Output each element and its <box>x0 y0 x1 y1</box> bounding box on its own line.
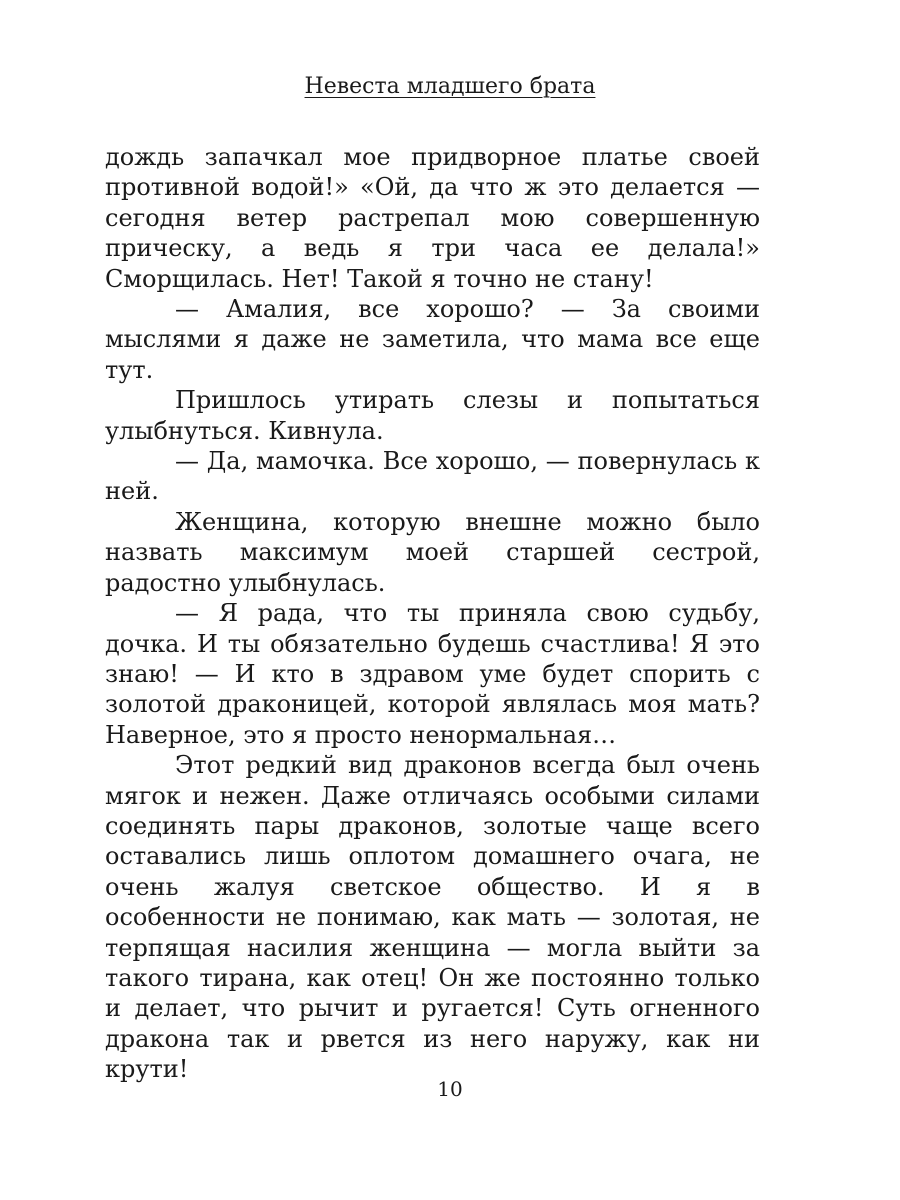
book-title: Невеста младшего брата <box>304 74 596 99</box>
body-text <box>105 142 760 1085</box>
paragraph-continuation: дождь запачкал мое придворное платье своей противной водой!» «Ой, да что ж это делается — сегодня ветер растрепал мою совершенную прическу, а ведь я три часа ее делала!» Сморщилась. Нет! Такой я точно не стану! <box>105 143 760 293</box>
paragraph-dialogue: — Я рада, что ты приняла свою судьбу, дочка. И ты обязательно будешь счастлива! Я это знаю! — И кто в здравом уме будет спорить с золотой драконицей, которой являлась моя мать? Наверное, это я просто ненормальная… <box>105 599 760 749</box>
paragraph: Женщина, которую внешне можно было назвать максимум моей старшей сестрой, радостно улыбнулась. <box>105 507 760 597</box>
paragraph-dialogue: — Да, мамочка. Все хорошо, — повернулась к ней. <box>105 447 760 506</box>
paragraph-dialogue: — Амалия, все хорошо? — За своими мыслями я даже не заметила, что мама все еще тут. <box>105 295 760 384</box>
paragraph: Пришлось утирать слезы и попытаться улыбнуться. Кивнула. <box>105 386 760 445</box>
running-header <box>0 72 900 102</box>
paragraph: Этот редкий вид драконов всегда был очень мягок и нежен. Даже отличаясь особыми силами соединять пары драконов, золотые чаще всего оставались лишь оплотом домашнего очага, не очень жалуя светское общество. И я в особенности не понимаю, как мать — золотая, не терпящая насилия женщина — могла выйти за такого тирана, как отец! Он же постоянно только и делает, что рычит и ругается! Суть огненного дракона так и рвется из него наружу, как ни крути! <box>105 751 760 1084</box>
page-number: 10 <box>437 1077 463 1101</box>
